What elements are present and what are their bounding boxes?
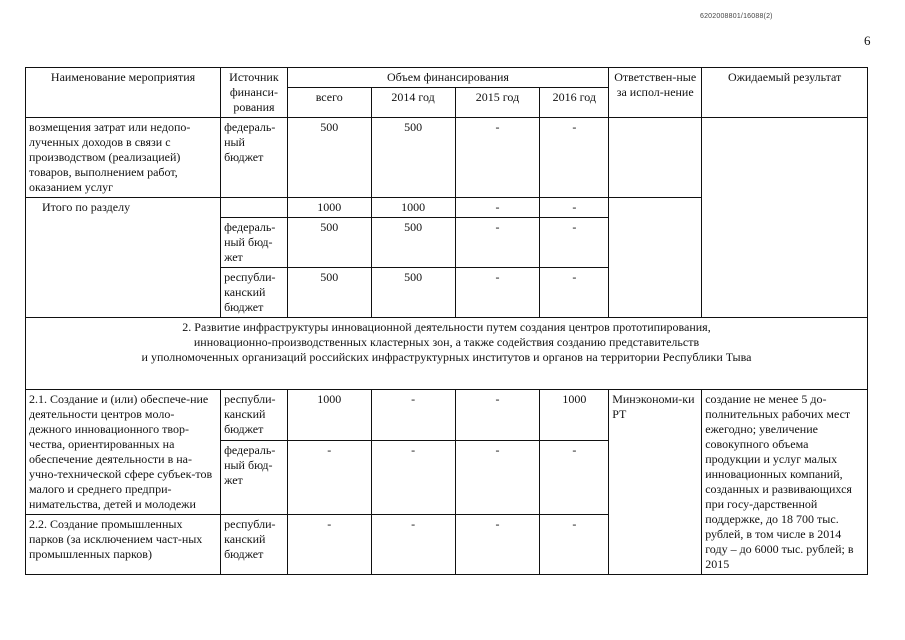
- section-heading-line: инновационно-производственных кластерных зон, а также содействия созданию представительств: [193, 335, 700, 349]
- itogo-responsible: [609, 198, 702, 318]
- item-2-1-2014: -: [371, 440, 455, 514]
- itogo-2015: -: [455, 268, 540, 318]
- itogo-source: [221, 198, 288, 218]
- itogo-total: 500: [287, 268, 371, 318]
- itogo-2014: 500: [371, 218, 455, 268]
- section-heading: [26, 318, 868, 390]
- itogo-2014: 500: [371, 268, 455, 318]
- header-2016: 2016 год: [540, 88, 609, 118]
- financing-table: [25, 67, 868, 575]
- item-2-1-2016: 1000: [540, 390, 609, 441]
- item-2-1-source: федераль-ный бюд-жет: [221, 440, 288, 514]
- itogo-2016: -: [540, 198, 609, 218]
- row-2014: 500: [371, 118, 455, 198]
- item-2-1-name: 2.1. Создание и (или) обеспече-ние деятельности центров моло-дежного инновационного твор-чества, ориентированных на обеспечение деятельности в на-учно-технической сфере субъек-тов малого и среднего предпри-нимательства, детей и молодежи: [26, 390, 221, 515]
- row-total: 500: [287, 118, 371, 198]
- page-number: 6: [864, 33, 871, 48]
- header-result: Ожидаемый результат: [702, 68, 868, 118]
- itogo-2016: -: [540, 218, 609, 268]
- item-2-1-total: -: [287, 440, 371, 514]
- header-2015: 2015 год: [455, 88, 540, 118]
- row-2015: -: [455, 118, 540, 198]
- header-2014: 2014 год: [371, 88, 455, 118]
- itogo-2016: -: [540, 268, 609, 318]
- itogo-source: федераль-ный бюд-жет: [221, 218, 288, 268]
- item-2-2-2015: -: [455, 515, 540, 575]
- itogo-source: республи-канский бюджет: [221, 268, 288, 318]
- section-heading-line: и уполномоченных организаций российских инфраструктурных институтов и органов на территории Республики Тыва: [141, 350, 752, 364]
- itogo-label: Итого по разделу: [26, 198, 221, 318]
- row-name: возмещения затрат или недопо-лученных доходов в связи с производством (реализацией) товаров, выполнением работ, оказанием услуг: [26, 118, 221, 198]
- row-source: федераль-ный бюджет: [221, 118, 288, 198]
- item-2-2-2014: -: [371, 515, 455, 575]
- header-total: всего: [287, 88, 371, 118]
- item-2-1-result: создание не менее 5 до-полнительных рабочих мест ежегодно; увеличение совокупного объема продукции и услуг малых инновационных компаний, созданных и развивающихся при госу-дарственной поддержке, до 18 700 тыс. рублей, в том числе в 2014 году – до 6000 тыс. рублей; в 2015: [702, 390, 868, 575]
- item-2-1-2015: -: [455, 390, 540, 441]
- item-2-2-2016: -: [540, 515, 609, 575]
- item-2-1-total: 1000: [287, 390, 371, 441]
- itogo-total: 1000: [287, 198, 371, 218]
- header-source: Источник финанси-рования: [221, 68, 288, 118]
- table-row: [26, 390, 868, 441]
- row-responsible: [609, 118, 702, 198]
- header-responsible: Ответствен-ные за испол-нение: [609, 68, 702, 118]
- item-2-1-2016: -: [540, 440, 609, 514]
- row-2016: -: [540, 118, 609, 198]
- item-2-2-source: республи-канский бюджет: [221, 515, 288, 575]
- item-2-1-2015: -: [455, 440, 540, 514]
- item-2-1-source: республи-канский бюджет: [221, 390, 288, 441]
- section-heading-line: 2. Развитие инфраструктуры инновационной деятельности путем создания центров прототипирования,: [182, 320, 711, 334]
- header-name: Наименование мероприятия: [26, 68, 221, 118]
- row-result: [702, 118, 868, 318]
- item-2-2-total: -: [287, 515, 371, 575]
- item-2-1-2014: -: [371, 390, 455, 441]
- itogo-2014: 1000: [371, 198, 455, 218]
- table-row: [26, 118, 868, 198]
- itogo-2015: -: [455, 218, 540, 268]
- item-2-2-name: 2.2. Создание промышленных парков (за исключением част-ных промышленных парков): [26, 515, 221, 575]
- item-2-1-responsible: Минэкономи-ки РТ: [609, 390, 702, 575]
- itogo-total: 500: [287, 218, 371, 268]
- itogo-2015: -: [455, 198, 540, 218]
- header-volume: Объем финансирования: [287, 68, 608, 88]
- document-number: 6202008801/16088(2): [700, 13, 773, 20]
